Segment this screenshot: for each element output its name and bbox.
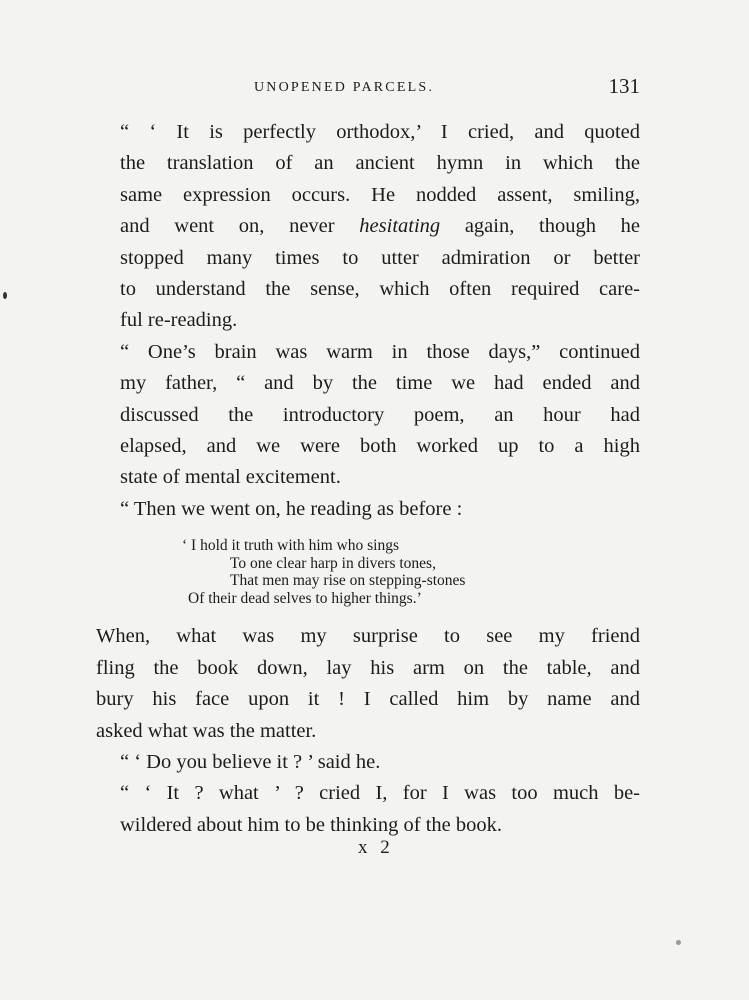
text-line: bury his face upon it ! I called him by name and [96, 688, 640, 711]
text-line: “ ‘ It ? what ’ ? cried I, for I was too much be- [120, 782, 640, 805]
text-fragment: again, though he [440, 215, 640, 238]
italic-word: hesitating [359, 215, 441, 238]
text-line: discussed the introductory poem, an hour had [120, 403, 640, 426]
paragraph-3 [96, 494, 640, 525]
text-line [96, 211, 640, 242]
text-line: “ ‘ Do you believe it ? ’ said he. [120, 750, 381, 773]
text-line: same expression occurs. He nodded assent, smiling, [120, 183, 640, 206]
verse-line: To one clear harp in divers tones, [230, 554, 436, 572]
text-line: “ Then we went on, he reading as before : [120, 497, 463, 520]
text-fragment: and went on, never [120, 215, 360, 238]
verse-line: That men may rise on stepping-stones [230, 572, 466, 590]
verse-line: Of their dead selves to higher things.’ [188, 589, 422, 607]
text-line: “ One’s brain was warm in those days,” continued [120, 340, 640, 363]
text-line: stopped many times to utter admiration or better [120, 246, 640, 269]
paragraph-1 [96, 117, 640, 337]
text-line: elapsed, and we were both worked up to a high [120, 435, 640, 458]
verse-line: ‘ I hold it truth with him who sings [182, 537, 399, 555]
ink-speck [676, 940, 681, 945]
paragraph-4 [96, 621, 640, 747]
running-head: UNOPENED PARCELS. [254, 80, 435, 95]
text-line: fling the book down, lay his arm on the table, and [96, 656, 640, 679]
text-line: When, what was my surprise to see my friend [96, 625, 640, 648]
text-line: my father, “ and by the time we had ended and [120, 372, 640, 395]
signature-mark: x 2 [358, 837, 394, 858]
page-header [96, 74, 640, 102]
paragraph-2 [96, 337, 640, 494]
text-line: the translation of an ancient hymn in which the [120, 152, 640, 175]
text-line: ful re-reading. [120, 309, 238, 332]
verse-quotation [96, 537, 640, 607]
ink-speck [3, 292, 7, 299]
page-number: 131 [608, 74, 640, 98]
text-line: to understand the sense, which often required care- [120, 278, 640, 301]
page-body [96, 117, 640, 841]
text-line: asked what was the matter. [96, 719, 317, 742]
paragraph-6 [96, 778, 640, 841]
text-line: state of mental excitement. [120, 466, 341, 489]
text-line: wildered about him to be thinking of the book. [120, 813, 503, 836]
text-line: “ ‘ It is perfectly orthodox,’ I cried, and quoted [120, 121, 640, 143]
paragraph-5 [96, 747, 640, 778]
